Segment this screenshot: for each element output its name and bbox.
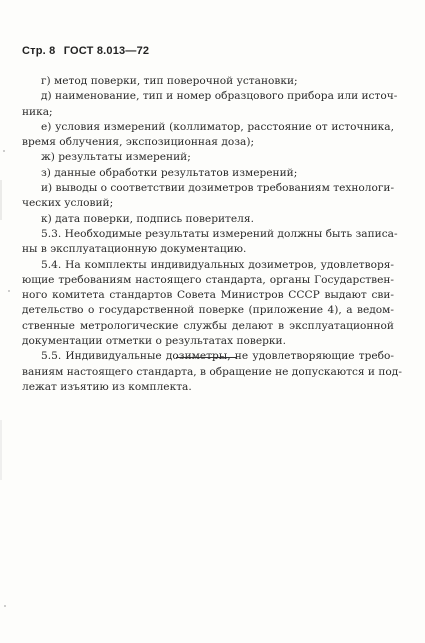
text-line: ственные метрологические службы делают в эксплуатационной xyxy=(22,319,394,332)
text-line: е) условия измерений (коллиматор, расстояние от источника, xyxy=(41,120,394,133)
body-text xyxy=(22,74,402,395)
text-line: ника; xyxy=(22,105,53,118)
text-line: 5.4. На комплекты индивидуальных дозиметров, удовлетворя- xyxy=(41,258,394,271)
text-line: ческих условий; xyxy=(22,197,114,210)
scan-speck xyxy=(8,290,10,292)
text-line: лежат изъятию из комплекта. xyxy=(22,380,192,393)
text-line: з) данные обработки результатов измерений; xyxy=(41,166,298,179)
scan-speck xyxy=(3,150,5,152)
text-line: г) метод поверки, тип поверочной установки; xyxy=(41,75,298,87)
scan-edge-mark xyxy=(0,420,2,480)
page-header xyxy=(22,45,154,57)
text-line: ваниям настоящего стандарта, в обращение не допускаются и под- xyxy=(22,365,402,378)
scan-speck xyxy=(4,605,6,607)
text-line: ж) результаты измерений; xyxy=(41,151,191,164)
text-line: д) наименование, тип и номер образцового прибора или источ- xyxy=(41,90,398,103)
text-line: ного комитета стандартов Совета Министров СССР выдают сви- xyxy=(22,289,394,302)
text-line: 5.5. Индивидуальные дозиметры, не удовлетворяющие требо- xyxy=(41,350,394,363)
text-line: время облучения, экспозиционная доза); xyxy=(22,136,255,149)
text-line: к) дата поверки, подпись поверителя. xyxy=(41,212,254,225)
text-line: ны в эксплуатационную документацию. xyxy=(22,243,247,256)
text-line: ющие требованиям настоящего стандарта, органы Государствен- xyxy=(22,273,394,286)
text-line: и) выводы о соответствии дозиметров требованиям технологи- xyxy=(41,182,395,195)
text-line: детельство о государственной поверке (приложение 4), а ведом- xyxy=(22,304,394,317)
scan-edge-mark xyxy=(0,180,2,220)
text-line: 5.3. Необходимые результаты измерений должны быть записа- xyxy=(41,227,398,240)
page-number-label: Стр. 8 xyxy=(22,45,56,57)
text-line: документации отметки о результатах поверки. xyxy=(22,335,286,348)
standard-designation: ГОСТ 8.013—72 xyxy=(63,45,150,57)
end-rule xyxy=(176,357,236,358)
